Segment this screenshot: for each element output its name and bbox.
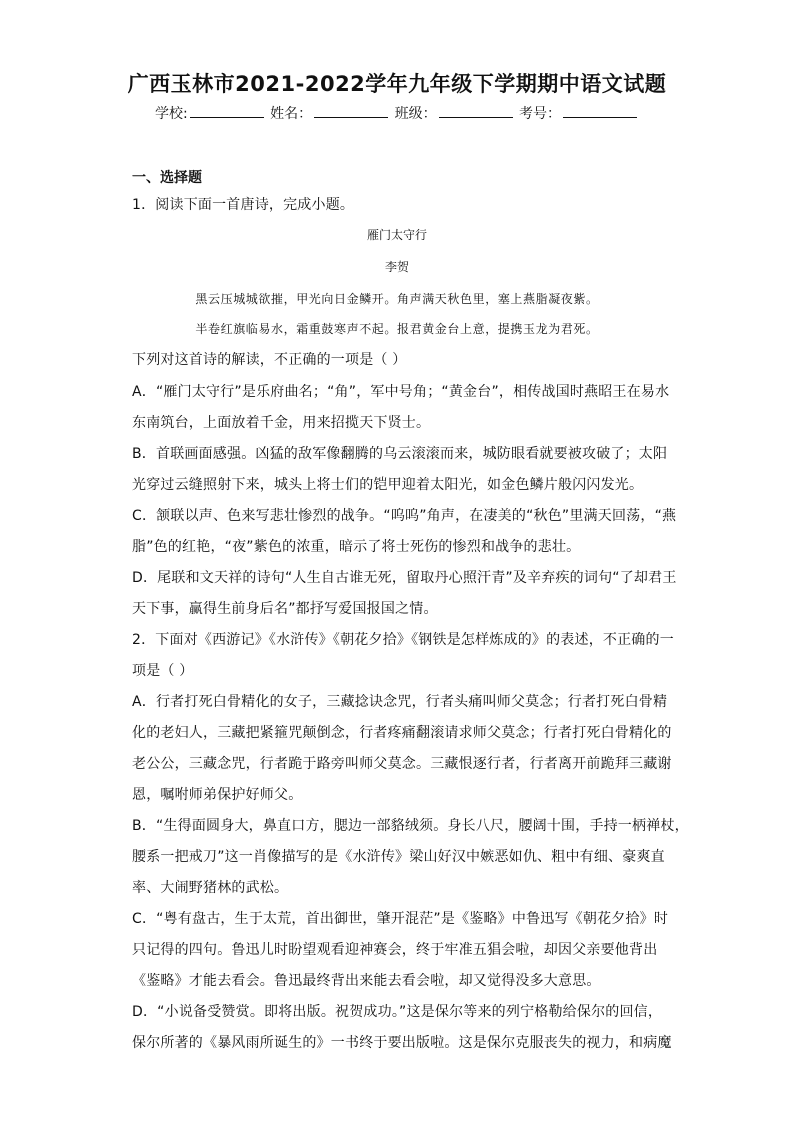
q1-question: 下列对这首诗的解读，不正确的一项是（ ） [132, 352, 407, 368]
q1-option-line: 天下事，赢得生前身后名”都抒写爱国报国之情。 [132, 601, 438, 617]
q1-option-line: B．首联画面感强。凶猛的敌军像翻腾的乌云滚滚而来，城防眼看就要被攻破了；太阳 [132, 446, 668, 462]
number-blank[interactable] [563, 103, 637, 118]
q1-stem: 1．阅读下面一首唐诗，完成小题。 [132, 197, 355, 213]
exam-title: 广西玉林市2021-2022学年九年级下学期期中语文试题 [127, 72, 667, 96]
q2-line: 恩，嘱咐师弟保护好师父。 [132, 787, 303, 803]
student-info-row [0, 103, 794, 123]
school-label: 学校: [154, 106, 188, 122]
q2-line: B．“生得面圆身大，鼻直口方，腮边一部貉绒须。身长八尺，腰阔十围，手持一柄禅杖， [132, 818, 689, 834]
q2-line: 只记得的四句。鲁迅儿时盼望观看迎神赛会，终于牢准五猖会啦，却因父亲要他背出 [132, 942, 658, 958]
q2-line: 2．下面对《西游记》《水浒传》《朝花夕拾》《钢铁是怎样炼成的》的表述，不正确的一 [132, 632, 674, 648]
q2-line: 项是（ ） [132, 663, 194, 679]
name-blank[interactable] [314, 103, 388, 118]
q1-option-line: 脂”色的红艳，“夜”紫色的浓重，暗示了将士死伤的惨烈和战争的悲壮。 [132, 539, 581, 555]
school-blank[interactable] [190, 103, 264, 118]
q1-option-line: 光穿过云缝照射下来，城头上将士们的铠甲迎着太阳光，如金色鳞片般闪闪发光。 [132, 477, 644, 493]
section-title: 一、选择题 [132, 170, 202, 186]
number-label: 考号： [519, 106, 562, 122]
poem-line: 黑云压城城欲摧，甲光向日金鳞开。角声满天秋色里，塞上燕脂凝夜紫。 [195, 292, 599, 306]
q2-line: 率、大闹野猪林的武松。 [132, 880, 289, 896]
name-label: 姓名： [270, 106, 313, 122]
q2-line: D．“小说备受赞赏。即将出版。祝贺成功。”这是保尔等来的列宁格勒给保尔的回信， [132, 1004, 663, 1020]
q2-line: 保尔所著的《暴风雨所诞生的》一书终于要出版啦。这是保尔克服丧失的视力，和病魔 [132, 1035, 672, 1051]
poem-author: 李贺 [384, 260, 409, 274]
q1-option-line: A．“雁门太守行”是乐府曲名；“角”，军中号角；“黄金台”，相传战国时燕昭王在易水 [132, 384, 670, 400]
class-blank[interactable] [439, 103, 513, 118]
q1-option-line: C．颔联以声、色来写悲壮惨烈的战争。“呜呜”角声，在凄美的“秋色”里满天回荡，“燕 [132, 508, 677, 524]
poem-title: 雁门太守行 [366, 228, 427, 242]
class-label: 班级： [394, 106, 437, 122]
q2-line: C．“粤有盘古，生于太荒，首出御世，肇开混茫”是《鉴略》中鲁迅写《朝花夕拾》时 [132, 911, 669, 927]
q1-option-line: D．尾联和文天祥的诗句“人生自古谁无死，留取丹心照汗青”及辛弃疾的词句“了却君王 [132, 570, 677, 586]
q2-line: 老公公，三藏念咒，行者跪于路旁叫师父莫念。三藏恨逐行者，行者离开前跪拜三藏谢 [132, 756, 672, 772]
poem-line: 半卷红旗临易水，霜重鼓寒声不起。报君黄金台上意，提携玉龙为君死。 [195, 322, 599, 336]
q1-option-line: 东南筑台，上面放着千金，用来招揽天下贤士。 [132, 415, 431, 431]
q2-line: 《鉴略》才能去看会。鲁迅最终背出来能去看会啦，却又觉得没多大意思。 [132, 973, 601, 989]
q2-line: A．行者打死白骨精化的女子，三藏捻诀念咒，行者头痛叫师父莫念；行者打死白骨精 [132, 694, 668, 710]
q2-line: 腰系一把戒刀”这一肖像描写的是《水浒传》梁山好汉中嫉恶如仇、粗中有细、豪爽直 [132, 849, 665, 865]
q2-line: 化的老妇人，三藏把紧箍咒颠倒念，行者疼痛翻滚请求师父莫念；行者打死白骨精化的 [132, 725, 672, 741]
